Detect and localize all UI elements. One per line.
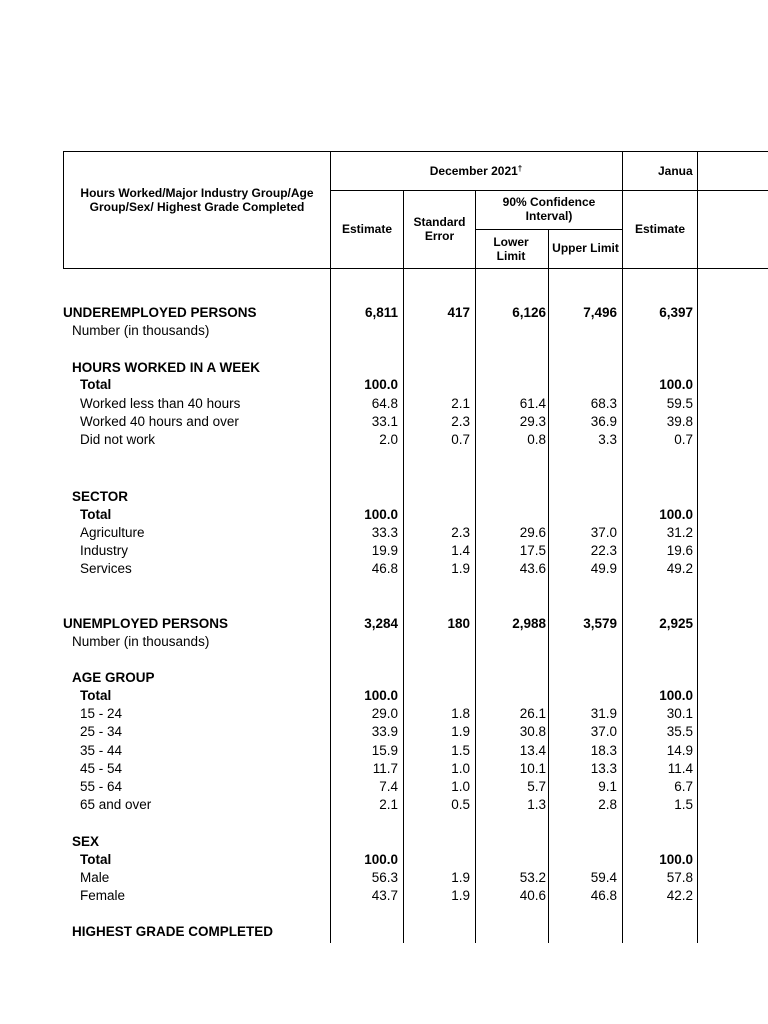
row-label: 65 and over	[80, 797, 152, 812]
row-label: Number (in thousands)	[72, 323, 210, 338]
std-error-cell: 2.3	[451, 525, 470, 540]
estimate-cell: 100.0	[364, 852, 398, 867]
row-label: 25 - 34	[80, 724, 123, 739]
estimate-cell: 2.0	[379, 432, 398, 447]
estimate2-cell: 35.5	[666, 724, 693, 739]
row-label: Total	[80, 507, 112, 522]
std-error-cell: 1.9	[451, 888, 470, 903]
estimate-header: Estimate	[341, 222, 393, 236]
upper-limit-cell: 7,496	[583, 305, 617, 320]
row-label: UNDEREMPLOYED PERSONS	[63, 305, 257, 320]
column-divider-right-edge	[697, 151, 698, 943]
lower-limit-cell: 26.1	[519, 706, 546, 721]
estimate2-cell: 14.9	[666, 743, 693, 758]
estimate2-cell: 11.4	[667, 761, 693, 776]
column-divider-lower	[548, 229, 549, 943]
row-label: 45 - 54	[80, 761, 123, 776]
lower-limit-cell: 2,988	[512, 616, 546, 631]
row-label: Agriculture	[80, 525, 145, 540]
lower-limit-header: Lower Limit	[493, 235, 529, 263]
std-error-cell: 417	[447, 305, 470, 320]
estimate2-cell: 2,925	[659, 616, 693, 631]
row-label: Worked less than 40 hours	[80, 396, 241, 411]
lower-limit-cell: 30.8	[519, 724, 546, 739]
estimate-cell: 33.1	[371, 414, 398, 429]
estimate2-cell: 0.7	[674, 432, 693, 447]
estimate-cell: 100.0	[364, 688, 398, 703]
upper-limit-cell: 3,579	[583, 616, 617, 631]
row-label: 35 - 44	[80, 743, 123, 758]
estimate2-cell: 57.8	[666, 870, 693, 885]
lower-limit-cell: 43.6	[519, 561, 546, 576]
estimate2-cell: 42.2	[666, 888, 693, 903]
estimate2-cell: 49.2	[666, 561, 693, 576]
estimate-cell: 56.3	[371, 870, 398, 885]
estimate2-cell: 31.2	[666, 525, 693, 540]
row-label: Total	[80, 377, 112, 392]
lower-limit-cell: 53.2	[519, 870, 546, 885]
lower-limit-cell: 1.3	[527, 797, 546, 812]
estimate-cell: 64.8	[371, 396, 398, 411]
lower-limit-cell: 10.1	[519, 761, 546, 776]
upper-limit-cell: 46.8	[590, 888, 617, 903]
lower-limit-cell: 29.6	[519, 525, 546, 540]
upper-limit-cell: 9.1	[598, 779, 617, 794]
estimate-cell: 2.1	[379, 797, 398, 812]
estimate2-cell: 100.0	[659, 507, 693, 522]
stub-header: Hours Worked/Major Industry Group/Age Group/Sex/ Highest Grade Completed	[80, 186, 314, 214]
upper-limit-cell: 3.3	[598, 432, 617, 447]
row-label: HOURS WORKED IN A WEEK	[72, 360, 260, 375]
estimate2-cell: 19.6	[666, 543, 693, 558]
lower-limit-cell: 29.3	[519, 414, 546, 429]
header-bottom-border	[63, 268, 768, 269]
estimate2-cell: 6,397	[659, 305, 693, 320]
row-label: Did not work	[80, 432, 156, 447]
row-label: Total	[80, 688, 112, 703]
estimate-cell: 100.0	[364, 377, 398, 392]
table-top-border	[63, 151, 768, 152]
estimate-cell: 3,284	[364, 616, 398, 631]
row-label: Services	[80, 561, 132, 576]
row-label: SEX	[72, 834, 100, 849]
period1-header	[331, 164, 621, 178]
std-error-cell: 2.3	[451, 414, 470, 429]
upper-limit-cell: 37.0	[590, 525, 617, 540]
period1-mark: †	[517, 164, 523, 173]
row-label: HIGHEST GRADE COMPLETED	[72, 924, 274, 939]
estimate2-cell: 39.8	[666, 414, 693, 429]
std-error-cell: 1.8	[451, 706, 470, 721]
row-label: Industry	[80, 543, 129, 558]
period1-label: December 2021	[429, 164, 518, 178]
std-error-cell: 0.5	[451, 797, 470, 812]
estimate2-header: Estimate	[634, 222, 686, 236]
row-label: Worked 40 hours and over	[80, 414, 239, 429]
estimate-cell: 15.9	[371, 743, 398, 758]
upper-limit-cell: 13.3	[590, 761, 617, 776]
upper-limit-cell: 2.8	[598, 797, 617, 812]
upper-limit-cell: 68.3	[590, 396, 617, 411]
row-label: 55 - 64	[80, 779, 123, 794]
row-label: 15 - 24	[80, 706, 123, 721]
std-error-cell: 1.0	[451, 761, 470, 776]
upper-limit-cell: 49.9	[590, 561, 617, 576]
ci-header: 90% Confidence Interval)	[502, 195, 596, 223]
estimate2-cell: 59.5	[666, 396, 693, 411]
std-error-cell: 1.9	[451, 561, 470, 576]
lower-limit-cell: 17.5	[519, 543, 546, 558]
std-error-cell: 1.9	[451, 870, 470, 885]
lower-limit-cell: 61.4	[519, 396, 546, 411]
lower-limit-cell: 6,126	[512, 305, 546, 320]
row-label: Male	[80, 870, 110, 885]
upper-limit-cell: 37.0	[590, 724, 617, 739]
upper-limit-cell: 18.3	[590, 743, 617, 758]
std-error-cell: 0.7	[451, 432, 470, 447]
header-divider-line	[330, 190, 768, 191]
estimate-cell: 7.4	[379, 779, 398, 794]
row-label: SECTOR	[72, 489, 129, 504]
std-error-cell: 1.5	[451, 743, 470, 758]
estimate2-cell: 30.1	[666, 706, 693, 721]
estimate-cell: 11.7	[372, 761, 398, 776]
row-label: AGE GROUP	[72, 670, 155, 685]
upper-limit-cell: 31.9	[590, 706, 617, 721]
estimate2-cell: 6.7	[674, 779, 693, 794]
std-error-cell: 180	[447, 616, 470, 631]
estimate-cell: 29.0	[371, 706, 398, 721]
row-label: UNEMPLOYED PERSONS	[63, 616, 229, 631]
estimate-cell: 33.9	[371, 724, 398, 739]
std-error-header: Standard Error	[413, 215, 466, 243]
upper-limit-cell: 22.3	[590, 543, 617, 558]
estimate-cell: 43.7	[371, 888, 398, 903]
lower-limit-cell: 5.7	[527, 779, 546, 794]
upper-limit-cell: 59.4	[590, 870, 617, 885]
estimate2-cell: 100.0	[659, 688, 693, 703]
lower-limit-cell: 0.8	[527, 432, 546, 447]
estimate2-cell: 100.0	[659, 852, 693, 867]
std-error-cell: 1.9	[451, 724, 470, 739]
table-left-border	[63, 151, 64, 269]
row-label: Number (in thousands)	[72, 634, 210, 649]
upper-limit-header: Upper Limit	[552, 241, 619, 255]
estimate2-cell: 1.5	[674, 797, 693, 812]
period2-header: Janua	[658, 164, 693, 178]
estimate-cell: 46.8	[371, 561, 398, 576]
estimate-cell: 100.0	[364, 507, 398, 522]
estimate-cell: 19.9	[371, 543, 398, 558]
estimate-cell: 6,811	[364, 305, 398, 320]
lower-limit-cell: 40.6	[519, 888, 546, 903]
std-error-cell: 1.4	[451, 543, 470, 558]
row-label: Female	[80, 888, 126, 903]
std-error-cell: 2.1	[451, 396, 470, 411]
estimate2-cell: 100.0	[659, 377, 693, 392]
upper-limit-cell: 36.9	[590, 414, 617, 429]
estimate-cell: 33.3	[371, 525, 398, 540]
std-error-cell: 1.0	[451, 779, 470, 794]
lower-limit-cell: 13.4	[519, 743, 546, 758]
row-label: Total	[80, 852, 112, 867]
